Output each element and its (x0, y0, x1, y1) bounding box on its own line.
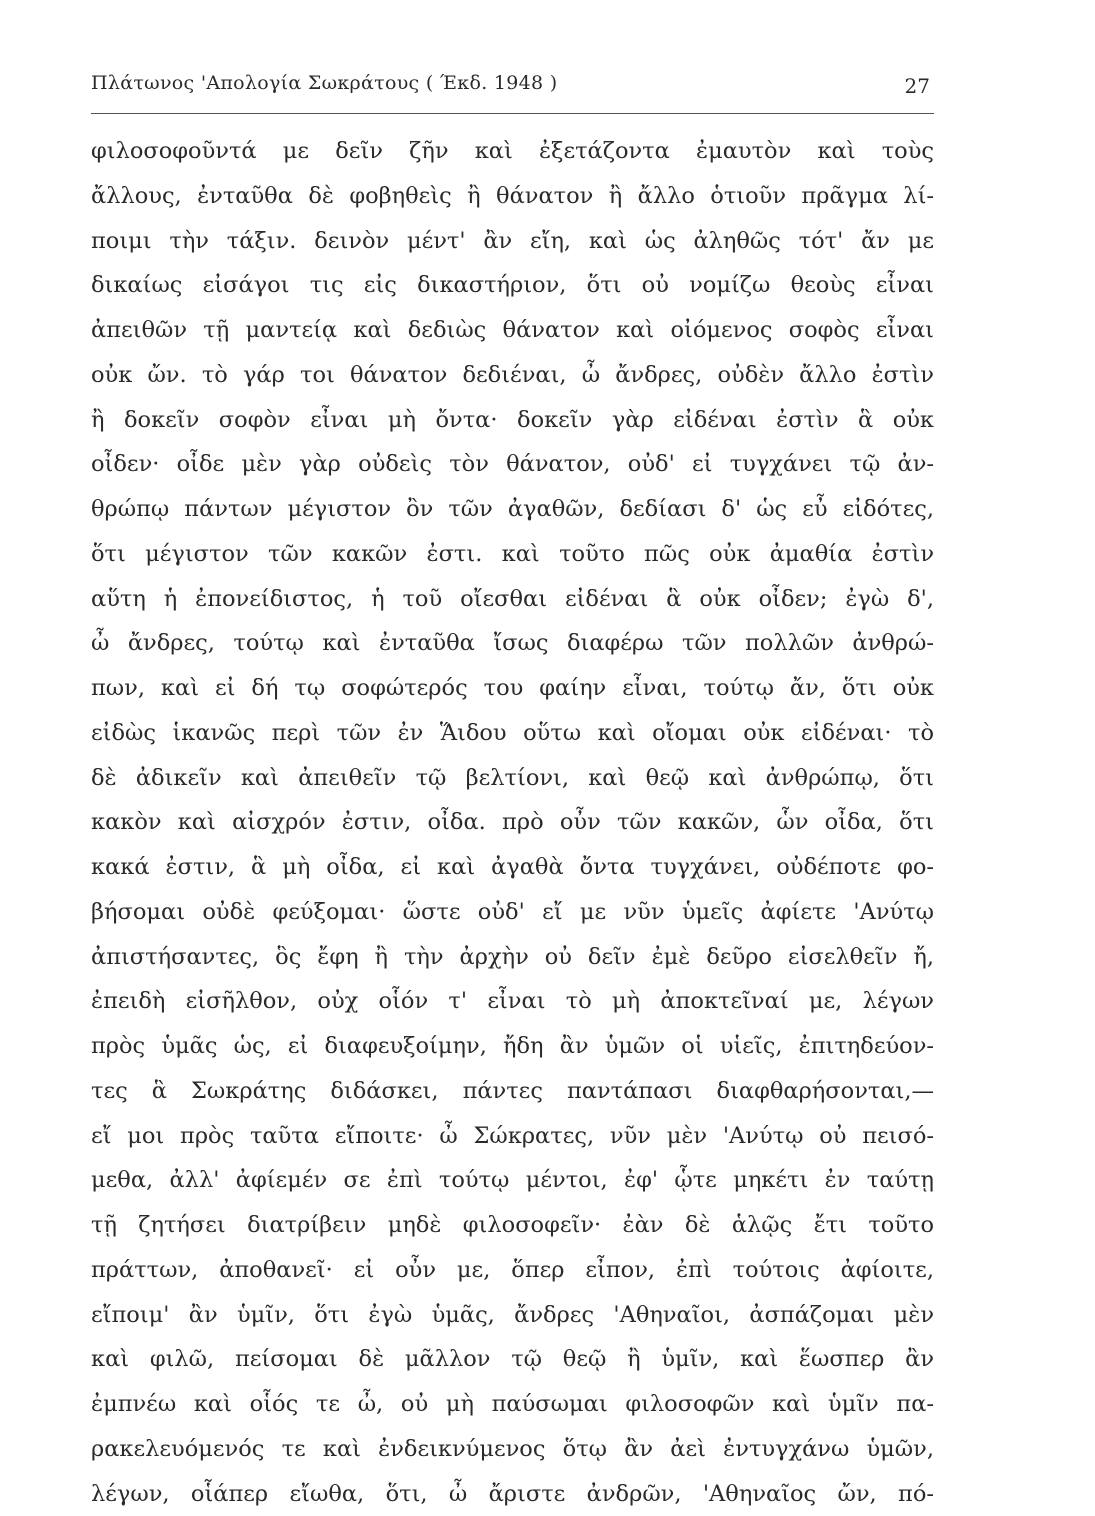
body-text (91, 129, 934, 1516)
text-line: οἶδεν· οἶδε μὲν γὰρ οὐδεὶς τὸν θάνατον, οὐδ' εἰ τυγχάνει τῷ ἀν- (91, 442, 934, 487)
text-line: τες ἃ Σωκράτης διδάσκει, πάντες παντάπασι διαφθαρήσονται,— (91, 1069, 934, 1114)
text-line: ρακελευόμενός τε καὶ ἐνδεικνύμενος ὅτῳ ἂν ἀεὶ ἐντυγχάνω ὑμῶν, (91, 1427, 934, 1472)
text-line: κακὸν καὶ αἰσχρόν ἐστιν, οἶδα. πρὸ οὖν τῶν κακῶν, ὧν οἶδα, ὅτι (91, 800, 934, 845)
page-header (91, 72, 934, 106)
text-line: πράττων, ἀποθανεῖ· εἰ οὖν με, ὅπερ εἶπον, ἐπὶ τούτοις ἀφίοιτε, (91, 1248, 934, 1293)
text-line: ἀπιστήσαντες, ὃς ἔφη ἢ τὴν ἀρχὴν οὐ δεῖν ἐμὲ δεῦρο εἰσελθεῖν ἤ, (91, 935, 934, 980)
text-line: ἄλλους, ἐνταῦθα δὲ φοβηθεὶς ἢ θάνατον ἢ ἄλλο ὁτιοῦν πρᾶγμα λί- (91, 174, 934, 219)
text-line: κακά ἐστιν, ἃ μὴ οἶδα, εἰ καὶ ἀγαθὰ ὄντα τυγχάνει, οὐδέποτε φο- (91, 845, 934, 890)
text-line: λέγων, οἷάπερ εἴωθα, ὅτι, ὦ ἄριστε ἀνδρῶν, 'Αθηναῖος ὤν, πό- (91, 1472, 934, 1516)
text-line: πων, καὶ εἰ δή τῳ σοφώτερός του φαίην εἶναι, τούτῳ ἄν, ὅτι οὐκ (91, 666, 934, 711)
text-line: ἢ δοκεῖν σοφὸν εἶναι μὴ ὄντα· δοκεῖν γὰρ εἰδέναι ἐστὶν ἃ οὐκ (91, 398, 934, 443)
text-line: δικαίως εἰσάγοι τις εἰς δικαστήριον, ὅτι οὐ νομίζω θεοὺς εἶναι (91, 263, 934, 308)
running-title: Πλάτωνος 'Απολογία Σωκράτους ( Έκδ. 1948 ) (91, 72, 557, 94)
page (91, 72, 934, 106)
text-line: βήσομαι οὐδὲ φεύξομαι· ὥστε οὐδ' εἴ με νῦν ὑμεῖς ἀφίετε 'Ανύτῳ (91, 890, 934, 935)
text-line: εἰδὼς ἱκανῶς περὶ τῶν ἐν Ἅιδου οὕτω καὶ οἴομαι οὐκ εἰδέναι· τὸ (91, 711, 934, 756)
text-line: εἴποιμ' ἂν ὑμῖν, ὅτι ἐγὼ ὑμᾶς, ἄνδρες 'Αθηναῖοι, ἀσπάζομαι μὲν (91, 1293, 934, 1338)
text-line: καὶ φιλῶ, πείσομαι δὲ μᾶλλον τῷ θεῷ ἢ ὑμῖν, καὶ ἕωσπερ ἂν (91, 1337, 934, 1382)
text-line: φιλοσοφοῦντά με δεῖν ζῆν καὶ ἐξετάζοντα ἐμαυτὸν καὶ τοὺς (91, 129, 934, 174)
text-line: ποιμι τὴν τάξιν. δεινὸν μέντ' ἂν εἴη, καὶ ὡς ἀληθῶς τότ' ἄν με (91, 219, 934, 264)
text-line: αὕτη ἡ ἐπονείδιστος, ἡ τοῦ οἴεσθαι εἰδέναι ἃ οὐκ οἶδεν; ἐγὼ δ', (91, 577, 934, 622)
text-line: εἴ μοι πρὸς ταῦτα εἴποιτε· ὦ Σώκρατες, νῦν μὲν 'Ανύτῳ οὐ πεισό- (91, 1114, 934, 1159)
text-line: ἀπειθῶν τῇ μαντείᾳ καὶ δεδιὼς θάνατον καὶ οἰόμενος σοφὸς εἶναι (91, 308, 934, 353)
page-number: 27 (905, 74, 930, 98)
text-line: οὐκ ὤν. τὸ γάρ τοι θάνατον δεδιέναι, ὦ ἄνδρες, οὐδὲν ἄλλο ἐστὶν (91, 353, 934, 398)
text-line: ἐπειδὴ εἰσῆλθον, οὐχ οἷόν τ' εἶναι τὸ μὴ ἀποκτεῖναί με, λέγων (91, 979, 934, 1024)
text-line: ὅτι μέγιστον τῶν κακῶν ἐστι. καὶ τοῦτο πῶς οὐκ ἀμαθία ἐστὶν (91, 532, 934, 577)
text-line: μεθα, ἀλλ' ἀφίεμέν σε ἐπὶ τούτῳ μέντοι, ἐφ' ᾧτε μηκέτι ἐν ταύτῃ (91, 1158, 934, 1203)
text-line: ἐμπνέω καὶ οἷός τε ὦ, οὐ μὴ παύσωμαι φιλοσοφῶν καὶ ὑμῖν πα- (91, 1382, 934, 1427)
text-line: τῇ ζητήσει διατρίβειν μηδὲ φιλοσοφεῖν· ἐὰν δὲ ἁλῷς ἔτι τοῦτο (91, 1203, 934, 1248)
text-line: ὦ ἄνδρες, τούτῳ καὶ ἐνταῦθα ἴσως διαφέρω τῶν πολλῶν ἀνθρώ- (91, 621, 934, 666)
text-line: θρώπῳ πάντων μέγιστον ὂν τῶν ἀγαθῶν, δεδίασι δ' ὡς εὖ εἰδότες, (91, 487, 934, 532)
text-line: πρὸς ὑμᾶς ὡς, εἰ διαφευξοίμην, ἤδη ἂν ὑμῶν οἱ υἱεῖς, ἐπιτηδεύον- (91, 1024, 934, 1069)
header-rule (91, 113, 934, 114)
text-line: δὲ ἀδικεῖν καὶ ἀπειθεῖν τῷ βελτίονι, καὶ θεῷ καὶ ἀνθρώπῳ, ὅτι (91, 756, 934, 801)
